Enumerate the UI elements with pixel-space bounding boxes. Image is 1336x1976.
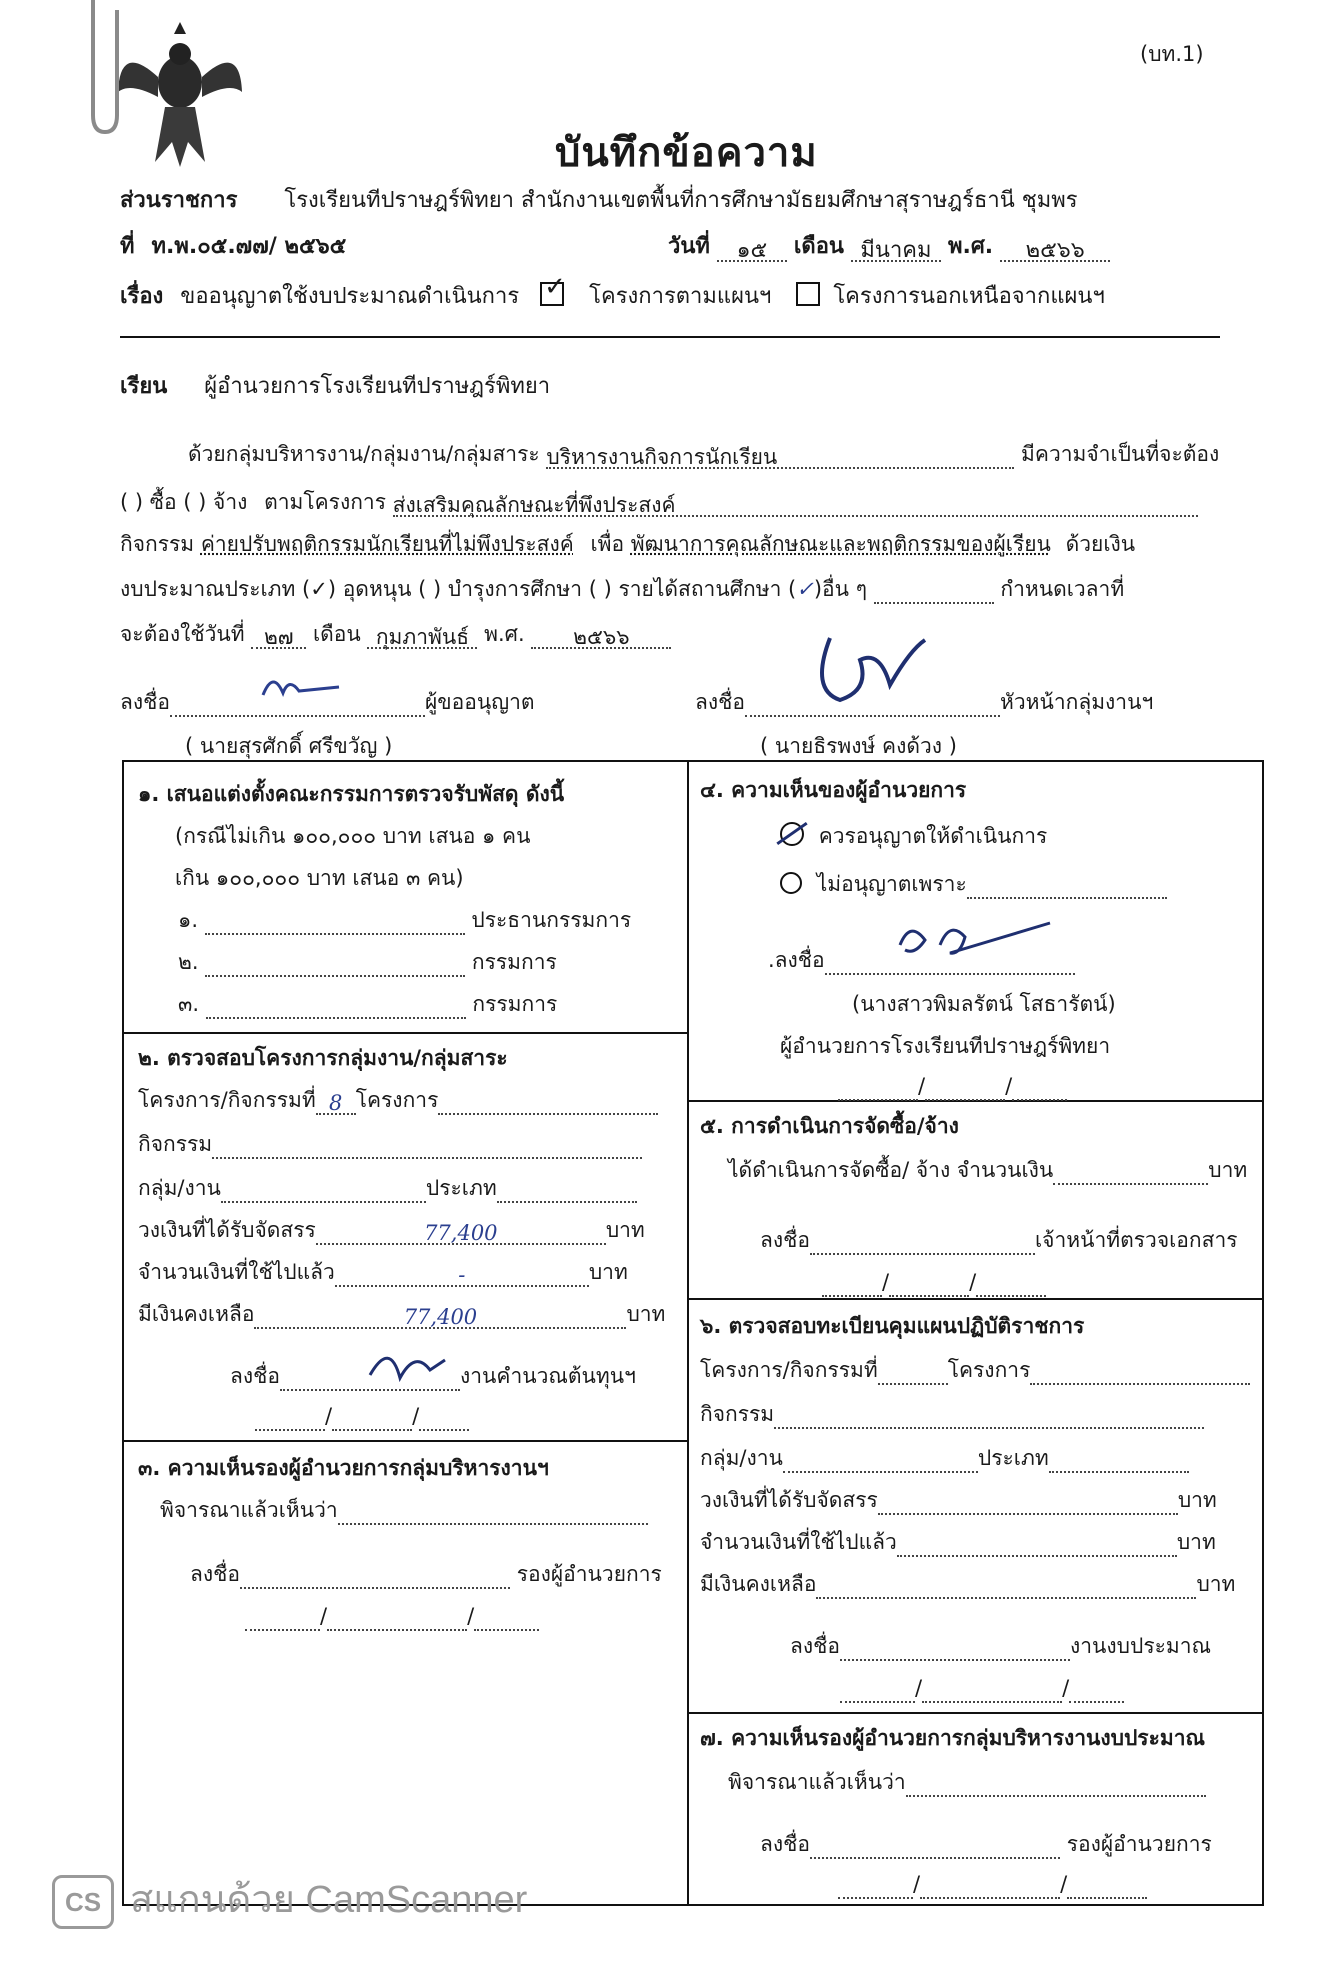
sec7-date-year <box>1067 1873 1147 1899</box>
sec3-date-row: / / <box>245 1602 539 1631</box>
sec6-group-row <box>700 1444 1189 1473</box>
sec2-activity-label: กิจกรรม <box>138 1132 213 1156</box>
sec2-remaining-value: 77,400 <box>254 1303 626 1329</box>
doc-number-row <box>120 232 346 262</box>
to-row <box>120 372 550 402</box>
sec6-project-label: โครงการ/กิจกรรมที่ <box>700 1358 878 1382</box>
sec6-remaining-baht: บาท <box>1196 1572 1236 1596</box>
sec4-date-day <box>838 1075 918 1101</box>
sec6-group-label: กลุ่ม/งาน <box>700 1446 783 1470</box>
reject-radio[interactable] <box>780 872 802 894</box>
date-label: วันที่ <box>668 234 710 259</box>
divider-sec1-sec2 <box>122 1032 689 1034</box>
sec4-title: ๔. ความเห็นของผู้อำนวยการ <box>700 778 967 802</box>
sec3-sign-row <box>190 1560 662 1589</box>
sec2-group-label: กลุ่ม/งาน <box>138 1176 221 1200</box>
head-role: หัวหน้ากลุ่มงานฯ <box>1000 690 1154 714</box>
sec2-activity-field <box>212 1133 642 1159</box>
sec2-activity-row <box>138 1130 642 1159</box>
sec2-project-row <box>138 1086 658 1115</box>
sec4-reject-field <box>967 873 1167 899</box>
sec5-date-year <box>976 1271 1046 1297</box>
para3-purpose: พัฒนาการคุณลักษณะและพฤติกรรมของผู้เรียน <box>630 532 1051 556</box>
other-check-icon: ✓ <box>796 577 814 601</box>
sec2-project-label2: โครงการ <box>355 1088 439 1112</box>
sec6-sign-row <box>790 1632 1211 1661</box>
sec2-remaining-label: มีเงินคงเหลือ <box>138 1302 255 1326</box>
sec6-allocated-row <box>700 1486 1217 1515</box>
sec1-row2 <box>178 948 557 977</box>
sec2-date-month <box>332 1405 412 1431</box>
head-signature <box>800 630 940 715</box>
camscanner-watermark: สแกนด้วย CamScanner <box>130 1879 528 1921</box>
sec2-allocated-baht: บาท <box>605 1218 645 1242</box>
sec3-signature-line <box>240 1563 510 1589</box>
head-sign-label: ลงชื่อ <box>695 690 745 714</box>
sec3-date-year <box>474 1605 539 1631</box>
requester-signature <box>255 665 345 710</box>
sec2-date-row: / / <box>255 1402 469 1431</box>
sec6-activity-field <box>774 1403 1204 1429</box>
para-line-4 <box>120 575 1124 604</box>
sec3-date-day <box>245 1605 320 1631</box>
sec2-used-value: - <box>335 1261 589 1287</box>
in-plan-checkbox[interactable] <box>540 272 566 306</box>
sec2-date-year <box>419 1405 469 1431</box>
subject-label: เรื่อง <box>120 284 164 309</box>
para5-month-label: เดือน <box>312 622 361 646</box>
sec4-reject-label: ไม่อนุญาตเพราะ <box>816 872 967 896</box>
sec5-sign-label: ลงชื่อ <box>760 1228 810 1252</box>
date-row <box>668 232 1110 262</box>
sec5-date-month <box>889 1271 969 1297</box>
para5-prefix: จะต้องใช้วันที่ <box>120 622 245 646</box>
sec7-consider-label: พิจารณาแล้วเห็นว่า <box>728 1770 906 1794</box>
para4-budget-rest: ) อุดหนุน ( ) บำรุงการศึกษา ( ) รายได้สถานศึกษา ( <box>327 577 797 601</box>
sec7-title: ๗. ความเห็นรองผู้อำนวยการกลุ่มบริหารงานงบประมาณ <box>700 1726 1205 1750</box>
agency-value: โรงเรียนทีปราษฎร์พิทยา สำนักงานเขตพื้นที่การศึกษามัธยมศึกษาสุราษฎร์ธานี ชุมพร <box>284 188 1078 213</box>
sec4-approve-label: ควรอนุญาตให้ดำเนินการ <box>818 824 1048 848</box>
sec2-project-no: 8 <box>316 1089 356 1115</box>
sec7-date-month <box>920 1873 1060 1899</box>
sec1-row3-no: ๓. <box>178 992 200 1016</box>
sec6-signature-line <box>840 1635 1070 1661</box>
sec1-row2-no: ๒. <box>178 950 199 974</box>
para5-month: กุมภาพันธ์ <box>367 623 477 649</box>
subject-row <box>120 272 1105 312</box>
sec5-done-row <box>728 1156 1247 1185</box>
form-code: (บท.1) <box>1140 42 1204 66</box>
sec2-remaining-baht: บาท <box>626 1302 666 1326</box>
sec2-signature <box>360 1340 450 1390</box>
sec6-group-field <box>783 1447 978 1473</box>
sec2-project-field <box>438 1089 658 1115</box>
sec6-remaining-row <box>700 1570 1235 1599</box>
sec1-row1-field <box>205 909 465 935</box>
para4-other-field <box>874 578 994 604</box>
requester-name: ( นายสุรศักดิ์ ศรีขวัญ ) <box>185 734 393 758</box>
sec5-date-day <box>822 1271 882 1297</box>
para-line-3 <box>120 530 1135 559</box>
para5-year-label: พ.ศ. <box>484 622 525 646</box>
director-signature <box>890 915 1060 965</box>
sec4-approve-row <box>780 822 1047 851</box>
sec2-project-label: โครงการ/กิจกรรมที่ <box>138 1088 316 1112</box>
sec6-used-row <box>700 1528 1216 1557</box>
sec2-sign-role: งานคำนวณต้นทุนฯ <box>460 1364 636 1388</box>
sec7-sign-row <box>760 1830 1212 1859</box>
sec1-note1: (กรณีไม่เกิน ๑๐๐,๐๐๐ บาท เสนอ ๑ คน <box>175 824 531 848</box>
para5-year: ๒๕๖๖ <box>531 623 671 649</box>
sec2-sign-label: ลงชื่อ <box>230 1364 280 1388</box>
para2-buy: ( ) ซื้อ ( ) จ้าง <box>120 490 248 514</box>
sec6-project-no <box>878 1359 948 1385</box>
head-name: ( นายธิรพงษ์ คงด้วง ) <box>760 734 957 758</box>
date-month: มีนาคม <box>851 236 941 262</box>
para1-prefix: ด้วยกลุ่มบริหารงาน/กลุ่มงาน/กลุ่มสาระ <box>188 442 540 466</box>
para4-other: )อื่น ๆ <box>813 577 867 601</box>
header-divider <box>120 336 1220 338</box>
sec7-date-row: / / <box>838 1870 1147 1899</box>
sec6-allocated-baht: บาท <box>1177 1488 1217 1512</box>
para3-activity: ค่ายปรับพฤติกรรมนักเรียนที่ไม่พึงประสงค์ <box>200 532 574 556</box>
divider-sec6-sec7 <box>687 1712 1262 1714</box>
para4-budget-label: งบประมาณประเภท ( <box>120 577 311 601</box>
paperclip-icon <box>78 0 128 140</box>
sec2-date-day <box>255 1405 325 1431</box>
sec6-activity-row <box>700 1400 1204 1429</box>
sec2-title: ๒. ตรวจสอบโครงการกลุ่มงาน/กลุ่มสาระ <box>138 1046 508 1070</box>
sec3-consider-label: พิจารณาแล้วเห็นว่า <box>160 1498 338 1522</box>
to-label: เรียน <box>120 374 168 399</box>
sec2-allocated-row <box>138 1216 645 1245</box>
sec4-reject-row <box>780 870 1167 899</box>
sec6-sign-role: งานงบประมาณ <box>1070 1634 1211 1658</box>
subject-text: ขออนุญาตใช้งบประมาณดำเนินการ <box>180 284 520 309</box>
sec7-sign-role: รองผู้อำนวยการ <box>1066 1832 1212 1856</box>
camscanner-logo: CS <box>52 1875 114 1929</box>
sec6-title: ๖. ตรวจสอบทะเบียนคุมแผนปฏิบัติราชการ <box>700 1314 1085 1338</box>
sec2-group-row <box>138 1174 637 1203</box>
sec2-type-field <box>497 1177 637 1203</box>
sec2-type-label: ประเภท <box>425 1176 497 1200</box>
check-mark-icon: ✓ <box>544 272 566 302</box>
sec1-row2-role: กรรมการ <box>471 950 557 974</box>
sec4-date-month <box>925 1075 1005 1101</box>
requester-sign-label: ลงชื่อ <box>120 690 170 714</box>
sec5-done-label: ได้ดำเนินการจัดซื้อ/ จ้าง จำนวนเงิน <box>728 1158 1054 1182</box>
sec6-project-field <box>1030 1359 1250 1385</box>
sec2-used-baht: บาท <box>588 1260 628 1284</box>
month-label: เดือน <box>793 234 844 259</box>
sec6-allocated-field <box>878 1489 1178 1515</box>
doc-number-label: ที่ <box>120 234 135 259</box>
sec1-row1-no: ๑. <box>178 908 199 932</box>
sec6-sign-label: ลงชื่อ <box>790 1634 840 1658</box>
para1-suffix: มีความจำเป็นที่จะต้อง <box>1021 442 1220 466</box>
sec1-title: ๑. เสนอแต่งตั้งคณะกรรมการตรวจรับพัสดุ ดังนี้ <box>138 782 565 806</box>
sec1-row3-role: กรรมการ <box>472 992 558 1016</box>
sec6-type-field <box>1049 1447 1189 1473</box>
out-plan-checkbox[interactable] <box>796 282 820 306</box>
out-plan-label: โครงการนอกเหนือจากแผนฯ <box>833 284 1105 309</box>
divider-sec2-sec3 <box>122 1440 689 1442</box>
divider-sec5-sec6 <box>687 1298 1262 1300</box>
approve-radio[interactable] <box>780 822 804 846</box>
sec6-allocated-label: วงเงินที่ได้รับจัดสรร <box>700 1488 878 1512</box>
sec6-date-row: / / <box>840 1674 1124 1703</box>
sec6-date-year <box>1069 1677 1124 1703</box>
sec4-role: ผู้อำนวยการโรงเรียนทีปราษฎร์พิทยา <box>780 1034 1111 1058</box>
sec1-row3-field <box>206 993 466 1019</box>
sec6-remaining-label: มีเงินคงเหลือ <box>700 1572 817 1596</box>
para2-project-label: ตามโครงการ <box>264 490 386 514</box>
date-day: ๑๕ <box>717 236 787 262</box>
para5-day: ๒๗ <box>251 623 306 649</box>
approve-mark-icon <box>776 822 807 845</box>
para3-purpose-label: เพื่อ <box>590 532 625 556</box>
para-line-2 <box>120 488 1198 517</box>
agency-row <box>120 186 1078 216</box>
sec3-date-month <box>327 1605 467 1631</box>
sec5-signature-line <box>810 1229 1035 1255</box>
sec7-consider-field <box>906 1771 1206 1797</box>
para1-group-text: บริหารงานกิจการนักเรียน <box>546 445 778 469</box>
sec3-consider-row <box>160 1496 648 1525</box>
page-title: บันทึกข้อความ <box>555 130 818 176</box>
sec3-sign-role: รองผู้อำนวยการ <box>516 1562 662 1586</box>
para2-project <box>393 491 1198 517</box>
sec6-date-day <box>840 1677 915 1703</box>
sec6-project-row <box>700 1356 1250 1385</box>
para2-project-text: ส่งเสริมคุณลักษณะที่พึงประสงค์ <box>392 493 676 517</box>
sec5-sign-row <box>760 1226 1238 1255</box>
sec1-row3 <box>178 990 557 1019</box>
sec7-sign-label: ลงชื่อ <box>760 1832 810 1856</box>
sec3-sign-label: ลงชื่อ <box>190 1562 240 1586</box>
sec1-row2-field <box>205 951 465 977</box>
sec2-used-label: จำนวนเงินที่ใช้ไปแล้ว <box>138 1260 335 1284</box>
sec2-group-field <box>221 1177 426 1203</box>
in-plan-label: โครงการตามแผนฯ <box>589 284 772 309</box>
grid-center-divider <box>687 760 689 1904</box>
sec2-allocated-value: 77,400 <box>316 1219 606 1245</box>
para3-activity-label: กิจกรรม <box>120 532 195 556</box>
para-line-1 <box>188 440 1219 469</box>
sec6-date-month <box>922 1677 1062 1703</box>
year-label: พ.ศ. <box>947 234 994 259</box>
doc-number-value: ท.พ.๐๕.๗๗/ ๒๕๖๕ <box>151 234 347 259</box>
sec2-used-row <box>138 1258 628 1287</box>
sec7-signature-line <box>810 1833 1060 1859</box>
sec5-baht: บาท <box>1208 1158 1248 1182</box>
para1-group <box>546 443 1014 469</box>
date-year: ๒๕๖๖ <box>1000 236 1110 262</box>
sec6-activity-label: กิจกรรม <box>700 1402 775 1426</box>
sec7-date-day <box>838 1873 913 1899</box>
sec7-consider-row <box>728 1768 1206 1797</box>
sec6-used-label: จำนวนเงินที่ใช้ไปแล้ว <box>700 1530 897 1554</box>
budget-check-icon: ✓ <box>310 577 328 601</box>
sec1-row1-role: ประธานกรรมการ <box>471 908 632 932</box>
sec6-type-label: ประเภท <box>977 1446 1049 1470</box>
agency-label: ส่วนราชการ <box>120 188 238 213</box>
garuda-emblem <box>110 22 250 172</box>
para3-suffix: ด้วยเงิน <box>1065 532 1136 556</box>
sec5-amount-field <box>1053 1159 1208 1185</box>
para4-deadline: กำหนดเวลาที่ <box>1000 577 1125 601</box>
requester-role: ผู้ขออนุญาต <box>425 690 535 714</box>
para-line-5 <box>120 620 671 649</box>
sec4-date-year <box>1012 1075 1067 1101</box>
sec2-remaining-row <box>138 1300 665 1329</box>
sec5-date-row: / / <box>822 1268 1046 1297</box>
sec5-sign-role: เจ้าหน้าที่ตรวจเอกสาร <box>1035 1228 1238 1252</box>
sec6-project-label2: โครงการ <box>947 1358 1031 1382</box>
sec6-used-baht: บาท <box>1176 1530 1216 1554</box>
sec6-remaining-field <box>816 1573 1196 1599</box>
sec1-note2: เกิน ๑๐๐,๐๐๐ บาท เสนอ ๓ คน) <box>175 866 464 890</box>
sec6-used-field <box>897 1531 1177 1557</box>
sec4-sign-label: .ลงชื่อ <box>768 948 825 972</box>
to-value: ผู้อำนวยการโรงเรียนทีปราษฎร์พิทยา <box>204 374 551 399</box>
sec4-date-row: / / <box>838 1072 1067 1101</box>
sec1-row1 <box>178 906 631 935</box>
sec4-name: (นางสาวพิมลรัตน์ โสธารัตน์) <box>852 992 1116 1016</box>
sec2-allocated-label: วงเงินที่ได้รับจัดสรร <box>138 1218 316 1242</box>
sec5-title: ๕. การดำเนินการจัดซื้อ/จ้าง <box>700 1114 959 1138</box>
sec3-consider-field <box>338 1499 648 1525</box>
sec3-title: ๓. ความเห็นรองผู้อำนวยการกลุ่มบริหารงานฯ <box>138 1456 549 1480</box>
